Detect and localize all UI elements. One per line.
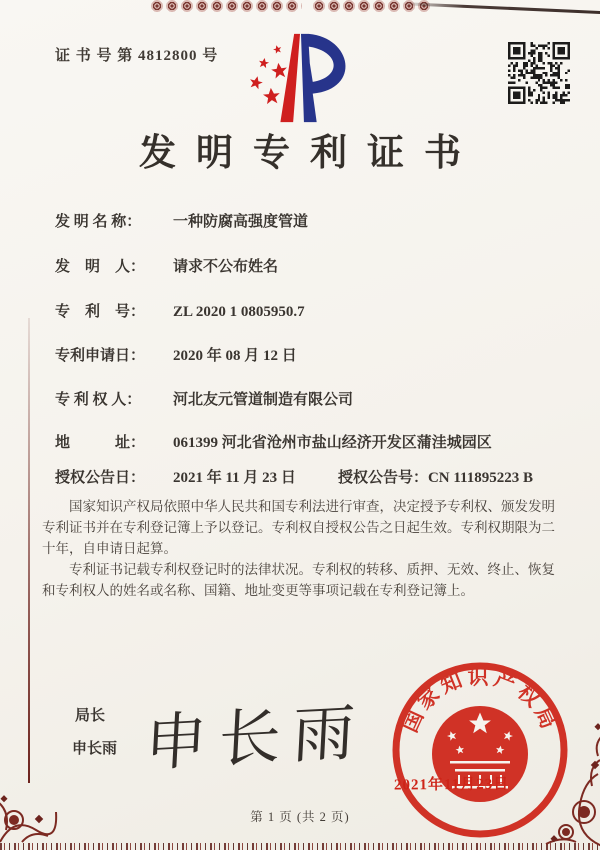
top-ornament-band-left: [150, 0, 302, 13]
certificate-title: 发明专利证书: [139, 133, 481, 174]
qr-code: [506, 42, 572, 104]
cnipa-logo-icon: [233, 28, 368, 126]
field-value: 一种防腐高强度管道: [173, 214, 309, 230]
field-application-date: [55, 344, 565, 365]
legal-paragraph-1: 国家知识产权局依照中华人民共和国专利法进行审查，决定授予专利权、颁发发明专利证书并在专利登记簿上予以登记。专利权自授权公告之日起生效。专利权期限为二十年，自申请日起算。: [42, 499, 555, 556]
grant-number-value: CN 111895223 B: [427, 470, 533, 486]
field-label: 专 利 号：: [55, 304, 146, 320]
director-handwritten-signature: 申长雨: [143, 699, 369, 779]
field-value: ZL 2020 1 0805950.7: [173, 304, 305, 320]
director-title: 局长: [75, 708, 106, 724]
field-label: 专利申请日：: [55, 348, 146, 364]
grant-number-label: 授权公告号：: [337, 470, 428, 486]
field-grant-date-and-number: [55, 466, 565, 487]
seal-date-stamp: 2021年11月23日: [393, 776, 510, 794]
field-inventor: [55, 255, 565, 276]
legal-text: [42, 496, 562, 601]
top-right-paper-edge-line: [402, 2, 600, 14]
field-label: 发 明 名 称：: [55, 214, 142, 230]
field-label: 专 利 权 人：: [55, 392, 142, 408]
field-label: 发 明 人：: [55, 259, 146, 275]
field-patentee: [55, 388, 565, 409]
seal-ring-text: 国家知识产权局: [397, 664, 563, 736]
field-value: 2021 年 11 月 23 日: [173, 470, 296, 486]
field-invention-name: [55, 210, 565, 231]
field-value: 061399 河北省沧州市盐山经济开发区蒲洼城园区: [173, 435, 492, 451]
field-value: 河北友元管道制造有限公司: [173, 392, 354, 408]
director-name: 申长雨: [72, 741, 118, 757]
left-edge-line: [28, 318, 30, 783]
field-label: 地 址：: [55, 435, 146, 451]
field-label: 授权公告日：: [55, 470, 146, 486]
legal-paragraph-2: 专利证书记载专利权登记时的法律状况。专利权的转移、质押、无效、终止、恢复和专利权人的姓名或名称、国籍、地址变更等事项记载在专利登记簿上。: [42, 562, 555, 598]
field-value: 2020 年 08 月 12 日: [173, 348, 297, 364]
page-number: 第 1 页 (共 2 页): [250, 810, 350, 824]
field-address: [55, 431, 565, 452]
bottom-ornament-strip: [0, 843, 600, 850]
field-value: 请求不公布姓名: [173, 259, 279, 275]
certificate-number: 证 书 号 第 4812800 号: [55, 48, 219, 64]
field-patent-number: [55, 300, 565, 321]
